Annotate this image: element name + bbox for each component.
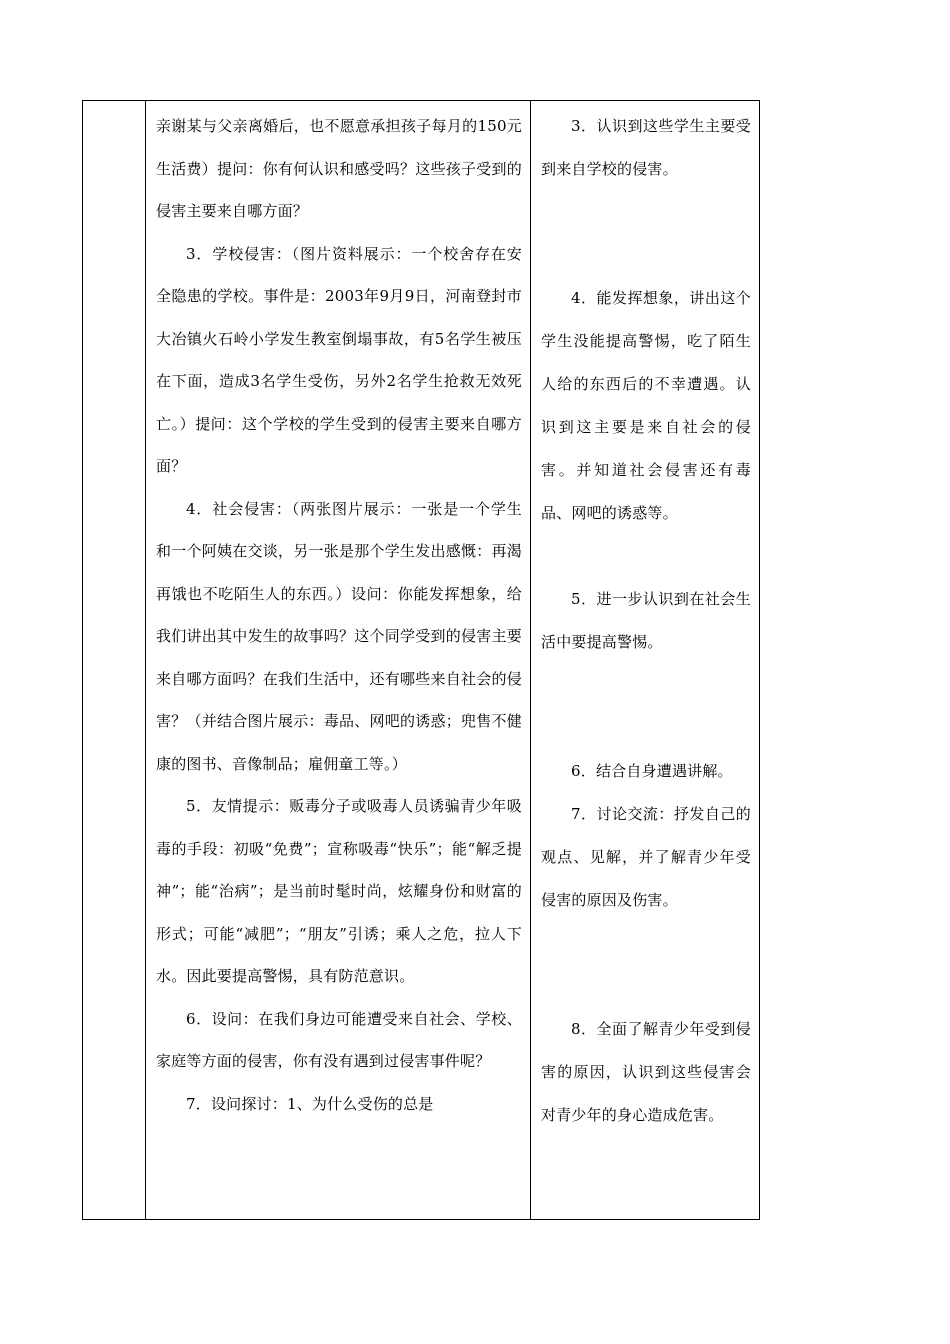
spacer bbox=[541, 922, 751, 1008]
paragraph-social-harm: 4．社会侵害：（两张图片展示：一张是一个学生和一个阿姨在交谈，另一张是那个学生发出感慨：再渴再饿也不吃陌生人的东西。）设问：你能发挥想象，给我们讲出其中发生的故事吗？这个同学受到的侵害主要来自哪方面吗？在我们生活中，还有哪些来自社会的侵害？（并结合图片展示：毒品、网吧的诱惑；兜售不健康的图书、音像制品；雇佣童工等。） bbox=[156, 499, 522, 773]
paragraph-question-6: 6．设问：在我们身边可能遭受来自社会、学校、家庭等方面的侵害，你有没有遇到过侵害事件呢？ bbox=[156, 1009, 522, 1070]
spacer bbox=[541, 191, 751, 277]
paragraph-question-7: 7．设问探讨：1、为什么受伤的总是 bbox=[186, 1094, 434, 1113]
paragraph-friendly-tip: 5．友情提示：贩毒分子或吸毒人员诱骗青少年吸毒的手段：初吸“免费”；宣称吸毒“快乐”；能“解乏提神”；能“治病”；是当前时髦时尚，炫耀身份和财富的形式；可能“减肥”；“朋友”引诱；乘人之危，拉人下水。因此要提高警惕，具有防范意识。 bbox=[156, 797, 522, 985]
activity-7: 7．讨论交流：抒发自己的观点、见解，并了解青少年受侵害的原因及伤害。 bbox=[541, 805, 751, 909]
spacer bbox=[541, 664, 751, 750]
lesson-plan-table bbox=[82, 100, 760, 1220]
student-activity-cell bbox=[531, 101, 760, 1220]
activity-4: 4．能发挥想象，讲出这个学生没能提高警惕，吃了陌生人给的东西后的不幸遭遇。认识到这主要是来自社会的侵害。并知道社会侵害还有毒品、网吧的诱惑等。 bbox=[541, 289, 751, 522]
table-row bbox=[83, 101, 760, 1220]
activity-8: 8．全面了解青少年受到侵害的原因，认识到这些侵害会对青少年的身心造成危害。 bbox=[541, 1020, 751, 1124]
teaching-process-text bbox=[146, 101, 530, 1125]
paragraph-school-harm: 3．学校侵害：（图片资料展示：一个校舍存在安全隐患的学校。事件是：2003年9月9日，河南登封市大冶镇火石岭小学发生教室倒塌事故，有5名学生被压在下面，造成3名学生受伤，另外2名学生抢救无效死亡。）提问：这个学校的学生受到的侵害主要来自哪方面？ bbox=[156, 244, 522, 475]
spacer bbox=[541, 535, 751, 578]
left-empty-cell bbox=[83, 101, 146, 1220]
activity-6: 6．结合自身遭遇讲解。 bbox=[571, 762, 733, 780]
activity-5: 5．进一步认识到在社会生活中要提高警惕。 bbox=[541, 590, 751, 651]
activity-3: 3．认识到这些学生主要受到来自学校的侵害。 bbox=[541, 117, 751, 178]
paragraph-continued: 亲谢某与父亲离婚后，也不愿意承担孩子每月的150元生活费）提问：你有何认识和感受吗？这些孩子受到的侵害主要来自哪方面？ bbox=[156, 117, 522, 220]
teaching-process-cell bbox=[146, 101, 531, 1220]
student-activity-text bbox=[531, 101, 759, 1137]
